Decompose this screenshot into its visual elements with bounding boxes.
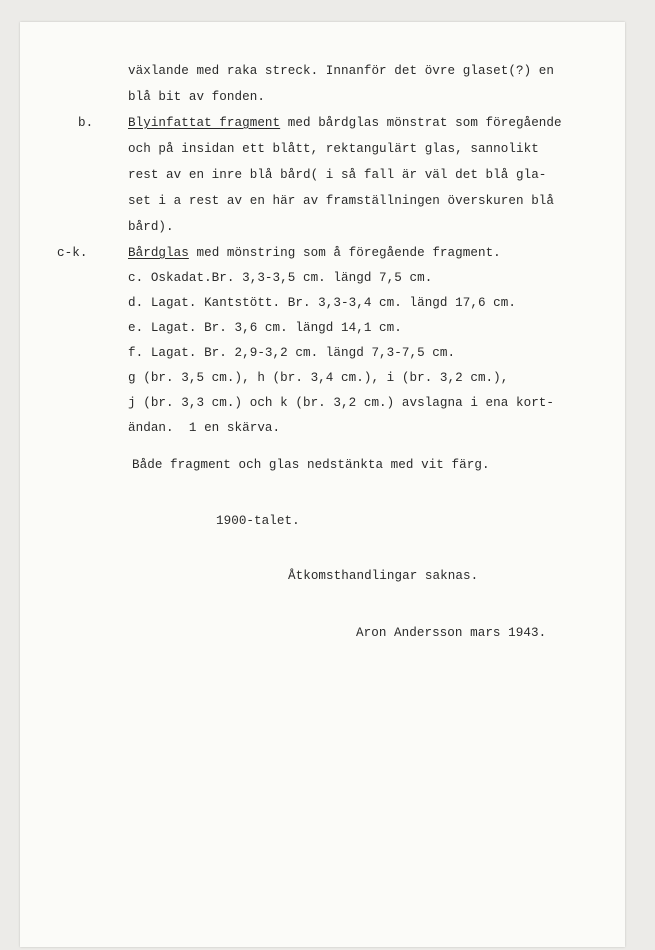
item-b-heading: Blyinfattat fragment xyxy=(128,116,281,130)
typed-text xyxy=(20,22,625,947)
continuation-line-2: blå bit av fonden. xyxy=(128,90,265,104)
item-ck-line: f. Lagat. Br. 2,9-3,2 cm. längd 7,3-7,5 cm. xyxy=(128,346,456,360)
item-b-line: och på insidan ett blått, rektangulärt glas, sannolikt xyxy=(128,142,539,156)
item-b-line: rest av en inre blå bård( i så fall är väl det blå gla- xyxy=(128,168,547,182)
dating-line: 1900-talet. xyxy=(216,514,300,528)
item-ck-line: g (br. 3,5 cm.), h (br. 3,4 cm.), i (br. 3,2 cm.), xyxy=(128,371,509,385)
item-b-first-line xyxy=(128,114,562,132)
note-line: Både fragment och glas nedstänkta med vit färg. xyxy=(132,458,490,472)
item-ck-heading: Bårdglas xyxy=(128,246,189,260)
item-ck-line: c. Oskadat.Br. 3,3-3,5 cm. längd 7,5 cm. xyxy=(128,271,433,285)
item-b-line: bård). xyxy=(128,220,174,234)
item-ck-label: c-k. xyxy=(57,246,88,260)
item-b-first-line-rest: med bårdglas mönstrat som föregående xyxy=(280,116,562,130)
item-ck-line: d. Lagat. Kantstött. Br. 3,3-3,4 cm. längd 17,6 cm. xyxy=(128,296,516,310)
item-ck-line: e. Lagat. Br. 3,6 cm. längd 14,1 cm. xyxy=(128,321,402,335)
item-ck-first-line-rest: med mönstring som å föregående fragment. xyxy=(188,246,501,260)
document-page xyxy=(20,22,625,947)
continuation-line-1: växlande med raka streck. Innanför det övre glaset(?) en xyxy=(128,64,555,78)
item-ck-line: ändan. 1 en skärva. xyxy=(128,421,281,435)
provenance-line: Åtkomsthandlingar saknas. xyxy=(288,569,479,583)
item-ck-line: j (br. 3,3 cm.) och k (br. 3,2 cm.) avslagna i ena kort- xyxy=(128,396,555,410)
item-b-line: set i a rest av en här av framställningen överskuren blå xyxy=(128,194,555,208)
signature-line: Aron Andersson mars 1943. xyxy=(356,626,547,640)
item-ck-first-line xyxy=(128,244,501,262)
item-b-label: b. xyxy=(78,116,94,130)
